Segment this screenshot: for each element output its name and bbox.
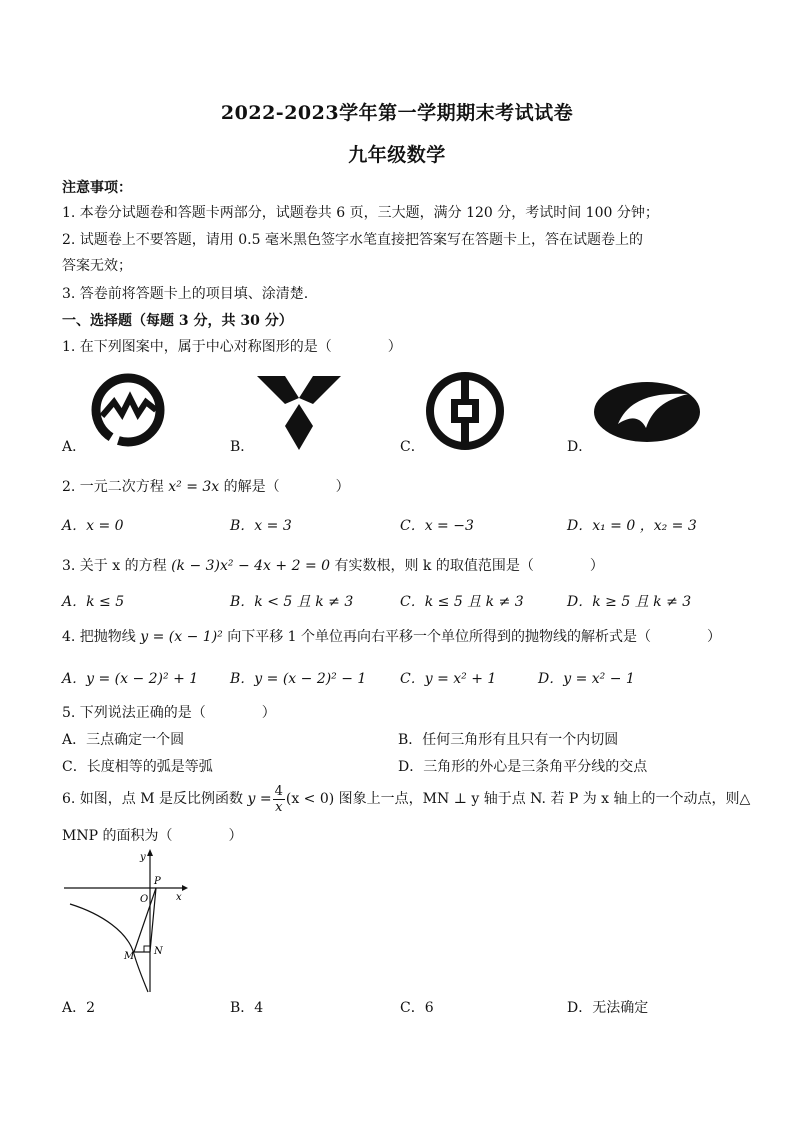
notice-item-3: 3. 答卷前将答题卡上的项目填、涂清楚. <box>62 286 309 302</box>
q1-stem: 1. 在下列图案中，属于中心对称图形的是（ ） <box>62 339 402 355</box>
q1-option-b: B． <box>230 439 255 455</box>
q6-stem-part2: (x < 0) 图象上一点，MN ⊥ y 轴于点 N. 若 P 为 x 轴上的一个动点，则△ <box>285 791 751 807</box>
q1-option-a: A． <box>62 439 87 455</box>
q2-stem-post: 的解是（ ） <box>219 479 350 495</box>
q3-option-b: B．k < 5 且 k ≠ 3 <box>230 594 354 610</box>
q6-stem-line1: 6. 如图，点 M 是反比例函数 y = $\frac{4}{x}$ (x < 0) 图象上一点，MN ⊥ y 轴于点 N. 若 P 为 x 轴上的一个动点，则△ <box>62 783 751 815</box>
tri-diamond-logo-icon <box>255 374 343 452</box>
q4-equation: y = (x − 1)² <box>140 629 223 645</box>
q6-option-a: A．2 <box>62 1000 96 1016</box>
fig-label-x: x <box>176 892 182 903</box>
fig-label-p: P <box>154 876 161 887</box>
notice-heading: 注意事项： <box>62 180 132 196</box>
q3-equation: (k − 3)x² − 4x + 2 = 0 <box>171 558 331 574</box>
fig-label-m: M <box>124 951 135 962</box>
q5-stem: 5. 下列说法正确的是（ ） <box>62 705 276 721</box>
q6-fraction-denominator: x <box>275 799 283 815</box>
q6-fraction <box>273 784 285 815</box>
oval-swoosh-logo-icon <box>590 378 704 446</box>
exam-title: 2022-2023学年第一学期期末考试试卷 <box>220 102 574 124</box>
q5-option-d: D．三角形的外心是三条角平分线的交点 <box>398 759 648 775</box>
q6-graph-figure <box>62 846 192 996</box>
q2-equation: x² = 3x <box>168 479 220 495</box>
q6-stem-part1: 6. 如图，点 M 是反比例函数 <box>62 791 248 807</box>
q6-stem-line2: MNP 的面积为（ ） <box>62 828 243 844</box>
q3-option-c: C．k ≤ 5 且 k ≠ 3 <box>400 594 524 610</box>
metro-logo-icon <box>88 370 168 450</box>
q3-option-d: D．k ≥ 5 且 k ≠ 3 <box>567 594 692 610</box>
q5-option-c: C．长度相等的弧是等弧 <box>62 759 213 775</box>
q4-option-b: B．y = (x − 2)² − 1 <box>230 671 367 687</box>
fig-label-n: N <box>154 946 163 957</box>
q3-option-a: A．k ≤ 5 <box>62 594 125 610</box>
q2-option-b: B．x = 3 <box>230 518 292 534</box>
notice-item-2: 2. 试题卷上不要答题，请用 0.5 毫米黑色签字水笔直接把答案写在答题卡上，答在试题卷上的 <box>62 232 643 248</box>
notice-item-1: 1. 本卷分试题卷和答题卡两部分，试题卷共 6 页，三大题，满分 120 分，考试时间 100 分钟； <box>62 205 659 221</box>
q3-stem-pre: 3. 关于 x 的方程 <box>62 558 172 574</box>
q2-option-c: C．x = −3 <box>400 518 474 534</box>
q4-option-d: D．y = x² − 1 <box>538 671 635 687</box>
q2-option-d: D．x₁ = 0 ，x₂ = 3 <box>567 518 697 534</box>
q2-stem <box>62 477 350 497</box>
q3-stem <box>62 556 604 576</box>
q6-fraction-numerator: 4 <box>274 783 283 799</box>
q3-stem-post: 有实数根，则 k 的取值范围是（ ） <box>330 558 604 574</box>
q6-option-b: B．4 <box>230 1000 264 1016</box>
q1-option-c: C． <box>400 439 425 455</box>
section-heading: 一、选择题（每题 3 分，共 30 分） <box>62 313 293 329</box>
q6-option-c: C．6 <box>400 1000 434 1016</box>
coin-logo-icon <box>424 370 506 452</box>
q5-option-a: A．三点确定一个圆 <box>62 732 185 748</box>
q4-stem-post: 向下平移 1 个单位再向右平移一个单位所得到的抛物线的解析式是（ ） <box>222 629 722 645</box>
q4-stem-pre: 4. 把抛物线 <box>62 629 141 645</box>
exam-subtitle: 九年级数学 <box>348 144 446 166</box>
q2-option-a: A．x = 0 <box>62 518 124 534</box>
notice-item-2-cont: 答案无效； <box>62 258 132 274</box>
fig-label-y: y <box>140 852 146 863</box>
q6-option-d: D．无法确定 <box>567 1000 649 1016</box>
q1-option-d: D． <box>567 439 593 455</box>
q4-option-a: A．y = (x − 2)² + 1 <box>62 671 199 687</box>
fig-label-o: O <box>140 894 149 905</box>
q4-option-c: C．y = x² + 1 <box>400 671 497 687</box>
q2-stem-pre: 2. 一元二次方程 <box>62 479 169 495</box>
q4-stem <box>62 627 721 647</box>
q5-option-b: B．任何三角形有且只有一个内切圆 <box>398 732 619 748</box>
